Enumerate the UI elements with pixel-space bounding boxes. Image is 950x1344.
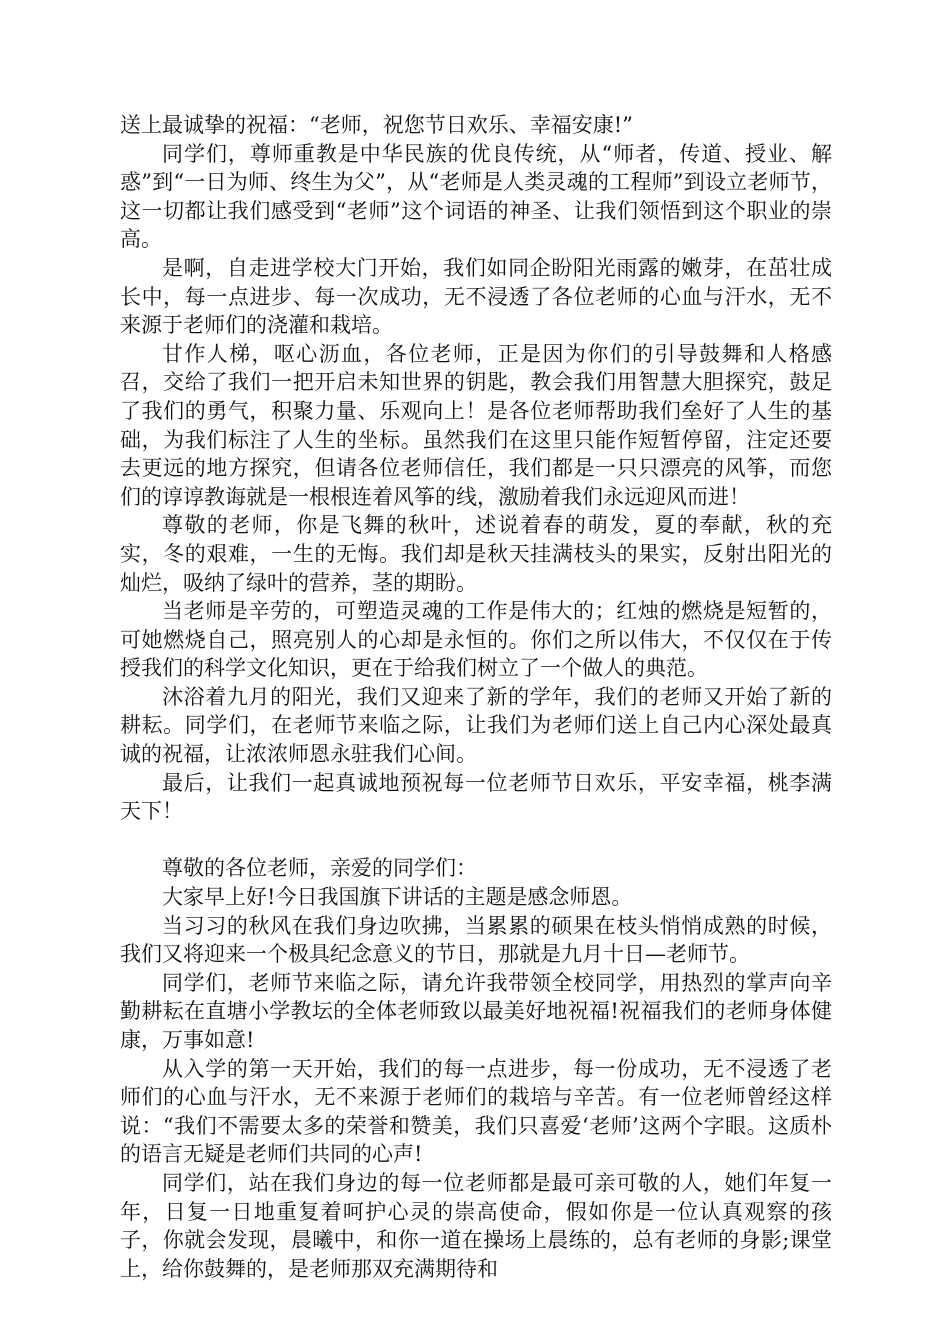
paragraph-beside-us: 同学们，站在我们身边的每一位老师都是最可亲可敬的人，她们年复一年，日复一日地重复着呵护心灵的崇高使命，假如你是一位认真观察的孩子，你就会发现，晨曦中，和你一道在操场上晨练的，总有老师的身影;课堂上，给你鼓舞的，是老师那双充满期待和: [120, 1170, 832, 1281]
paragraph-first-day: 从入学的第一天开始，我们的每一点进步，每一份成功，无不浸透了老师们的心血与汗水，无不来源于老师们的栽培与辛苦。有一位老师曾经这样说：“我们不需要太多的荣誉和赞美，我们只喜爱‘老师’这两个字眼。这质朴的语言无疑是老师们共同的心声!: [120, 1056, 832, 1167]
document-body: [120, 111, 832, 1283]
paragraph-respect-teachers: 同学们，尊师重教是中华民族的优良传统，从“师者，传道、授业、解惑”到“一日为师、终生为父”，从“老师是人类灵魂的工程师”到设立老师节，这一切都让我们感受到“老师”这个词语的神圣、让我们领悟到这个职业的崇高。: [120, 141, 832, 252]
paragraph-autumn-wind: 当习习的秋风在我们身边吹拂，当累累的硕果在枝头悄悄成熟的时候，我们又将迎来一个极具纪念意义的节日，那就是九月十日—老师节。: [120, 913, 832, 967]
paragraph-applause: 同学们，老师节来临之际，请允许我带领全校同学，用热烈的掌声向辛勤耕耘在直塘小学教坛的全体老师致以最美好地祝福!祝福我们的老师身体健康，万事如意!: [120, 970, 832, 1052]
paragraph-ladder: 甘作人梯，呕心沥血，各位老师，正是因为你们的引导鼓舞和人格感召，交给了我们一把开启未知世界的钥匙，教会我们用智慧大胆探究，鼓足了我们的勇气，积聚力量、乐观向上！是各位老师帮助我们垒好了人生的基础，为我们标注了人生的坐标。虽然我们在这里只能作短暂停留，注定还要去更远的地方探究，但请各位老师信任，我们都是一只只漂亮的风筝，而您们的谆谆教诲就是一根根连着风筝的线，激励着我们永远迎风而进！: [120, 341, 832, 509]
section-gap: [120, 826, 832, 855]
paragraph-candle: 当老师是辛劳的，可塑造灵魂的工作是伟大的；红烛的燃烧是短暂的，可她燃烧自己，照亮别人的心却是永恒的。你们之所以伟大，不仅仅在于传授我们的科学文化知识，更在于给我们树立了一个做人的典范。: [120, 599, 832, 681]
paragraph-greeting: 大家早上好!今日我国旗下讲话的主题是感念师恩。: [162, 885, 633, 910]
paragraph-since-school: 是啊，自走进学校大门开始，我们如同企盼阳光雨露的嫩芽，在茁壮成长中，每一点进步、每一次成功，无不浸透了各位老师的心血与汗水，无不来源于老师们的浇灌和栽培。: [120, 255, 832, 338]
paragraph-closing-wish: 最后，让我们一起真诚地预祝每一位老师节日欢乐，平安幸福，桃李满天下！: [120, 770, 832, 824]
paragraph-september-sun: 沐浴着九月的阳光，我们又迎来了新的学年，我们的老师又开始了新的耕耘。同学们，在老师节来临之际，让我们为老师们送上自己内心深处最真诚的祝福，让浓浓师恩永驻我们心间。: [120, 684, 832, 767]
paragraph-blessing-line: 送上最诚挚的祝福：“老师，祝您节日欢乐、幸福安康!”: [120, 113, 633, 137]
paragraph-salutation: 尊敬的各位老师，亲爱的同学们：: [162, 856, 477, 881]
paragraph-autumn-leaf: 尊敬的老师，你是飞舞的秋叶，述说着春的萌发，夏的奉献，秋的充实，冬的艰难，一生的无悔。我们却是秋天挂满枝头的果实，反射出阳光的灿烂，吸纳了绿叶的营养，茎的期盼。: [120, 513, 832, 595]
